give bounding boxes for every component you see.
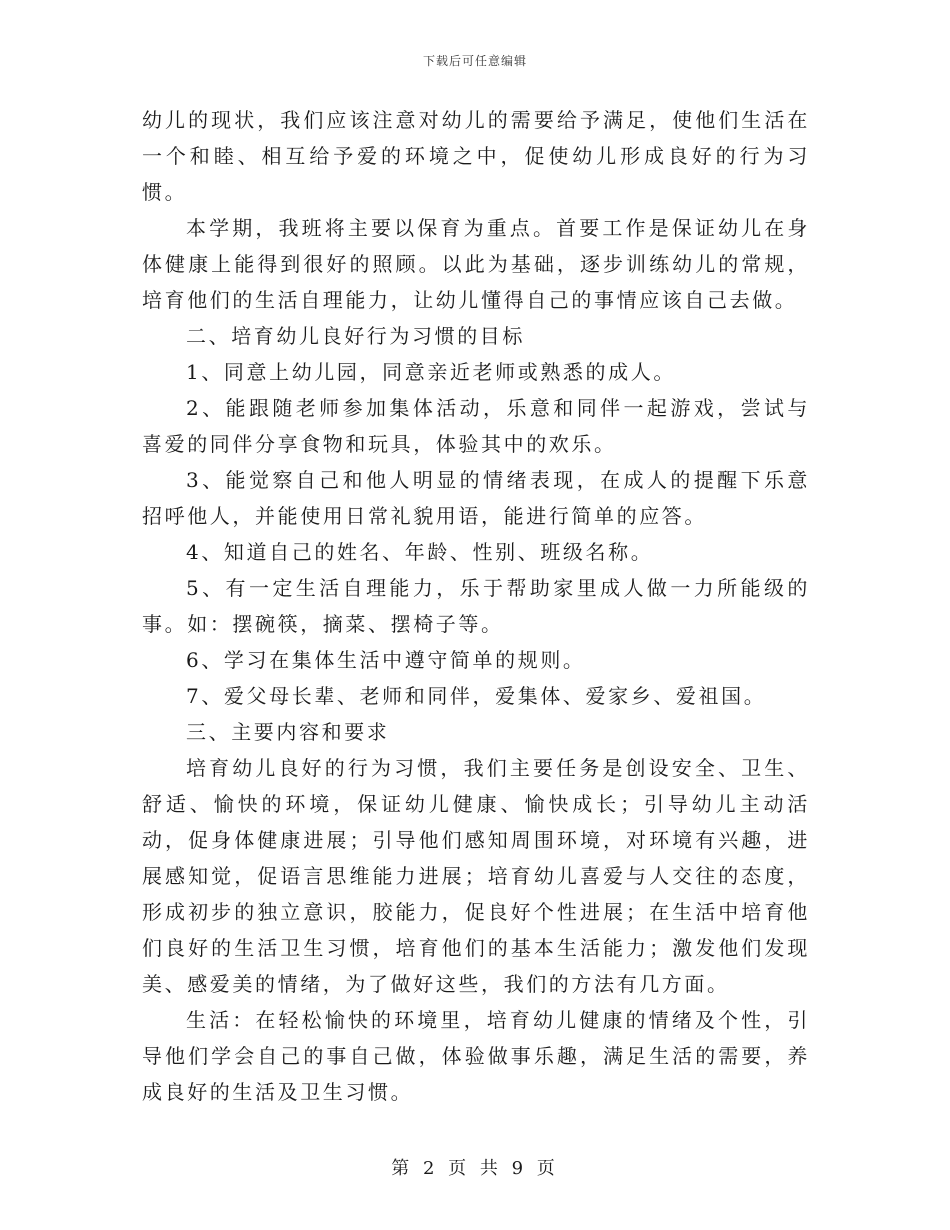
paragraph-2: 本学期，我班将主要以保育为重点。首要工作是保证幼儿在身体健康上能得到很好的照顾。以此为基础，逐步训练幼儿的常规，培育他们的生活自理能力，让幼儿懂得自己的事情应该自己去做。 <box>142 216 810 312</box>
goal-item-7: 7、爱父母长辈、老师和同伴，爱集体、爱家乡、爱祖国。 <box>186 684 767 708</box>
goal-item-6: 6、学习在集体生活中遵守简单的规则。 <box>186 648 586 672</box>
section-heading-content: 三、主要内容和要求 <box>186 720 390 744</box>
section-heading-goals: 二、培育幼儿良好行为习惯的目标 <box>186 324 525 348</box>
paragraph-life: 生活：在轻松愉快的环境里，培育幼儿健康的情绪及个性，引导他们学会自己的事自己做，体验做事乐趣，满足生活的需要，养成良好的生活及卫生习惯。 <box>142 1008 810 1104</box>
page-number: 第 2 页 共 9 页 <box>391 1158 559 1179</box>
goal-item-4: 4、知道自己的姓名、年龄、性别、班级名称。 <box>186 540 654 564</box>
paragraph-content-tasks: 培育幼儿良好的行为习惯，我们主要任务是创设安全、卫生、舒适、愉快的环境，保证幼儿健康、愉快成长；引导幼儿主动活动，促身体健康进展；引导他们感知周围环境，对环境有兴趣，进展感知觉，促语言思维能力进展；培育幼儿喜爱与人交往的态度，形成初步的独立意识，胶能力，促良好个性进展；在生活中培育他们良好的生活卫生习惯，培育他们的基本生活能力；激发他们发现美、感爱美的情绪，为了做好这些，我们的方法有几方面。 <box>142 756 810 996</box>
goal-item-3: 3、能觉察自己和他人明显的情绪表现，在成人的提醒下乐意招呼他人，并能使用日常礼貌用语，能进行简单的应答。 <box>142 468 810 528</box>
goal-item-1: 1、同意上幼儿园，同意亲近老师或熟悉的成人。 <box>186 360 676 384</box>
body-content <box>142 102 810 1110</box>
goal-item-5: 5、有一定生活自理能力，乐于帮助家里成人做一力所能级的事。如：摆碗筷，摘菜、摆椅子等。 <box>142 576 810 636</box>
goal-item-2: 2、能跟随老师参加集体活动，乐意和同伴一起游戏，尝试与喜爱的同伴分享食物和玩具，体验其中的欢乐。 <box>142 396 810 456</box>
paragraph-1: 幼儿的现状，我们应该注意对幼儿的需要给予满足，使他们生活在一个和睦、相互给予爱的环境之中，促使幼儿形成良好的行为习惯。 <box>142 108 810 204</box>
header-note: 下载后可任意编辑 <box>422 54 527 68</box>
